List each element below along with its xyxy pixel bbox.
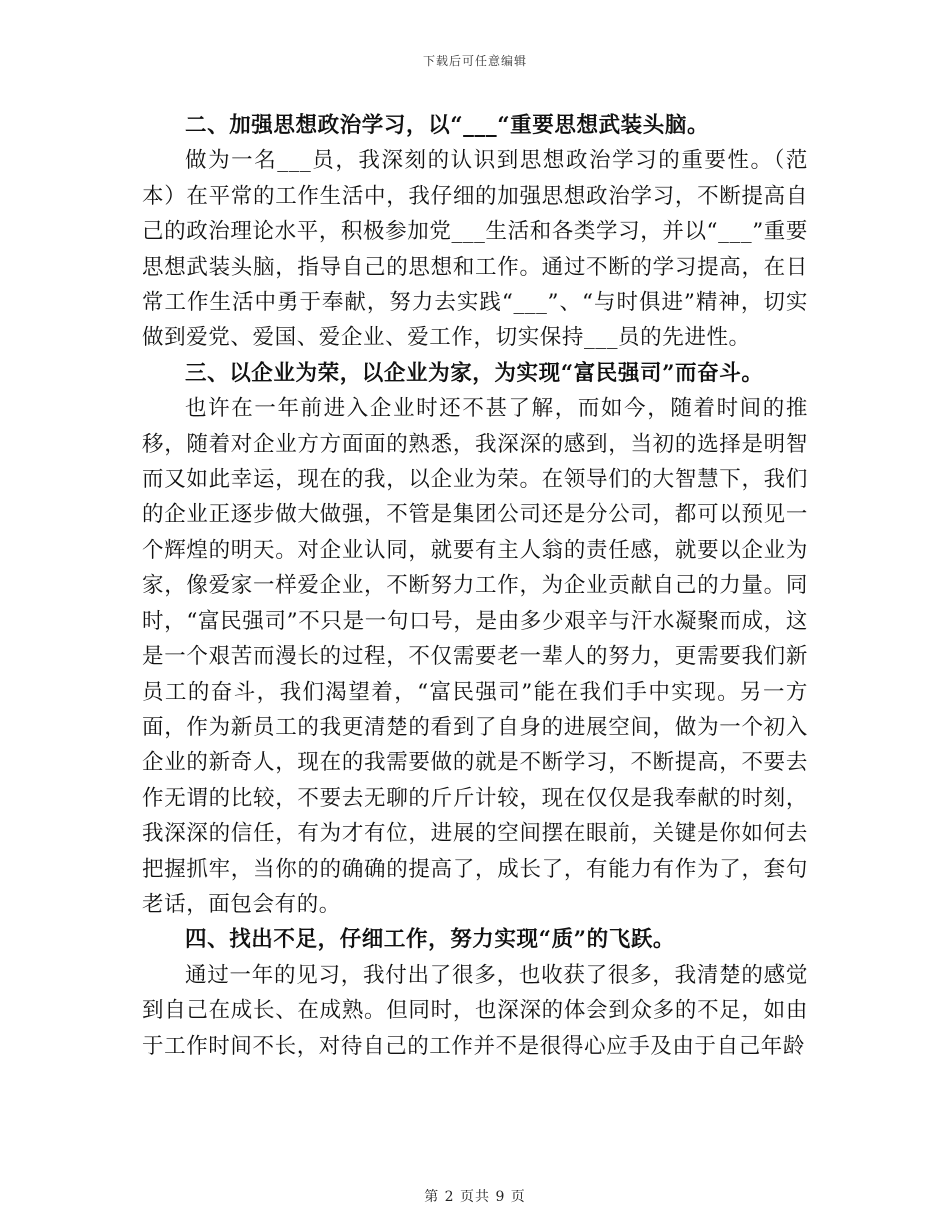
section-heading-2: 二、加强思想政治学习，以“___“重要思想武装头脑。 [185, 113, 710, 138]
page-header: 下载后可任意编辑 [422, 54, 527, 68]
section-paragraph-2: 做为一名___员，我深刻的认识到思想政治学习的重要性。（范本）在平常的工作生活中，我仔细的加强思想政治学习，不断提高自己的政治理论水平，积极参加党___生活和各类学习，并以“___”重要思想武装头脑，指导自己的思想和工作。通过不断的学习提高，在日常工作生活中勇于奉献，努力去实践“___”、“与时俱进”精神，切实做到爱党、爱国、爱企业、爱工作，切实保持___员的先进性。 [142, 148, 808, 351]
page-footer: 第 2 页共 9 页 [424, 1189, 526, 1205]
document-body [142, 108, 808, 1064]
section-heading-3: 三、以企业为荣，以企业为家，为实现“富民强司”而奋斗。 [185, 360, 764, 386]
section-heading-4: 四、找出不足，仔细工作，努力实现“质”的飞跃。 [185, 927, 676, 953]
section-paragraph-3: 也许在一年前进入企业时还不甚了解，而如今，随着时间的推移，随着对企业方方面面的熟悉，我深深的感到，当初的选择是明智而又如此幸运，现在的我，以企业为荣。在领导们的大智慧下，我们的企业正逐步做大做强，不管是集团公司还是分公司，都可以预见一个辉煌的明天。对企业认同，就要有主人翁的责任感，就要以企业为家，像爱家一样爱企业，不断努力工作，为企业贡献自己的力量。同时，“富民强司”不只是一句口号，是由多少艰辛与汗水凝聚而成，这是一个艰苦而漫长的过程，不仅需要老一辈人的努力，更需要我们新员工的奋斗，我们渴望着，“富民强司”能在我们手中实现。另一方面，作为新员工的我更清楚的看到了自身的进展空间，做为一个初入企业的新奇人，现在的我需要做的就是不断学习，不断提高，不要去作无谓的比较，不要去无聊的斤斤计较，现在仅仅是我奉献的时刻，我深深的信任，有为才有位，进展的空间摆在眼前，关键是你如何去把握抓牢，当你的的确确的提高了，成长了，有能力有作为了，套句老话，面包会有的。 [142, 396, 808, 917]
section-paragraph-4: 通过一年的见习，我付出了很多，也收获了很多，我清楚的感觉到自己在成长、在成熟。但同时，也深深的体会到众多的不足，如由于工作时间不长，对待自己的工作并不是很得心应手及由于自己年龄 [142, 962, 808, 1059]
